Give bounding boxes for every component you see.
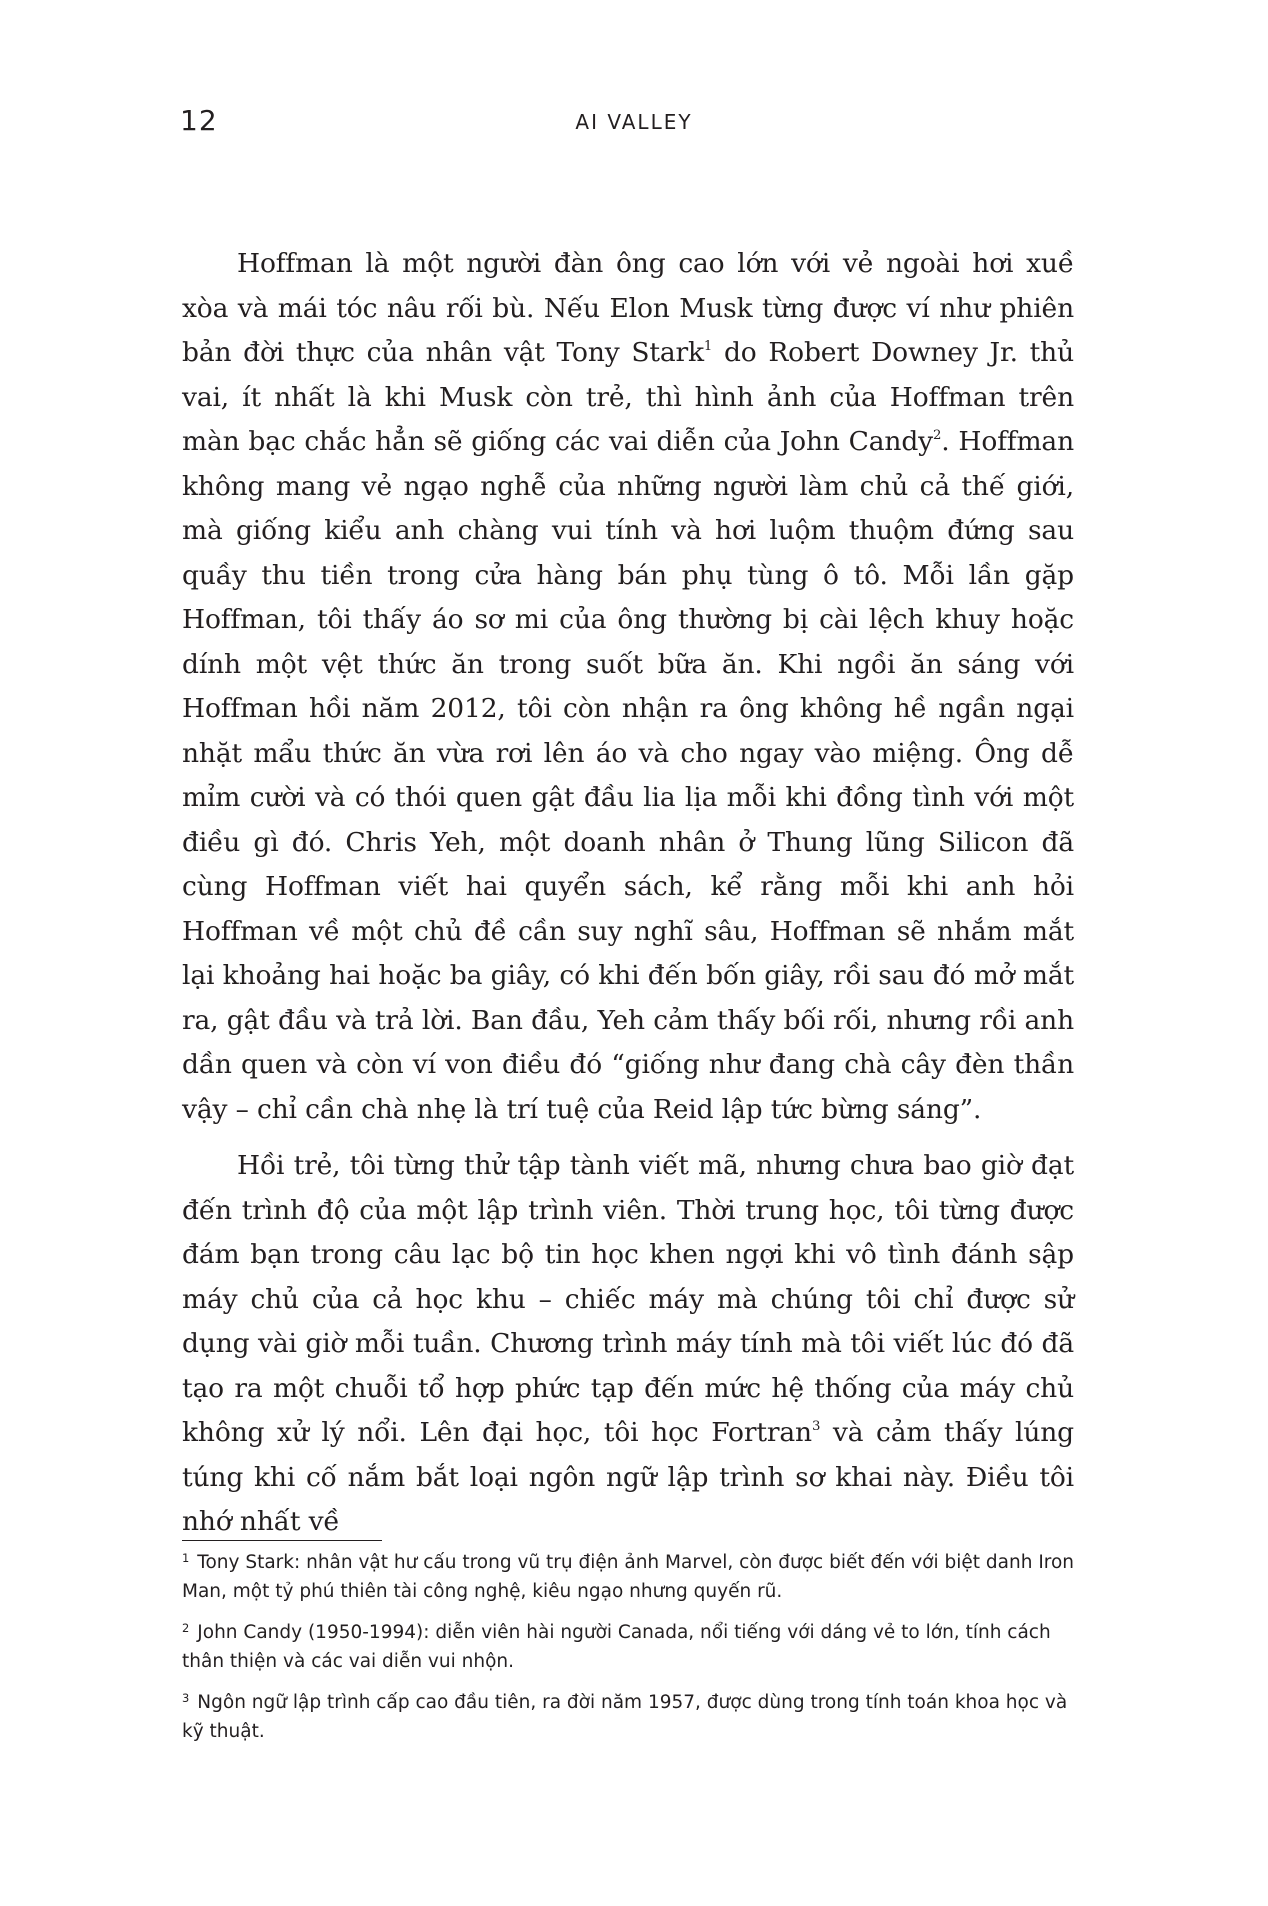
footnote-ref-1: 1 [703, 338, 713, 354]
paragraph-1 [182, 242, 1074, 1132]
body-text [182, 242, 1074, 1545]
footnote-text: Ngôn ngữ lập trình cấp cao đầu tiên, ra đời năm 1957, được dùng trong tính toán khoa học và kỹ thuật. [182, 1692, 1068, 1742]
footnote-ref-3: 3 [811, 1418, 821, 1434]
footnote-3 [182, 1688, 1082, 1746]
footnote-divider [182, 1540, 382, 1541]
footnote-text: Tony Stark: nhân vật hư cấu trong vũ trụ điện ảnh Marvel, còn được biết đến với biệt danh Iron Man, một tỷ phú thiên tài công nghệ, kiêu ngạo nhưng quyến rũ. [182, 1552, 1075, 1602]
footnote-1 [182, 1548, 1082, 1606]
paragraph-2-text-a: Hồi trẻ, tôi từng thử tập tành viết mã, nhưng chưa bao giờ đạt đến trình độ của một lập trình viên. Thời trung học, tôi từng được đám bạn trong câu lạc bộ tin học khen ngợi khi vô tình đánh sập máy chủ của cả học khu – chiếc máy mà chúng tôi chỉ được sử dụng vài giờ mỗi tuần. Chương trình máy tính mà tôi viết lúc đó đã tạo ra một chuỗi tổ hợp phức tạp đến mức hệ thống của máy chủ không xử lý nổi. Lên đại học, tôi học Fortran [182, 1150, 1074, 1448]
paragraph-1-text-c: . Hoffman không mang vẻ ngạo nghễ của những người làm chủ cả thế giới, mà giống kiểu anh chàng vui tính và hơi luộm thuộm đứng sau quầy thu tiền trong cửa hàng bán phụ tùng ô tô. Mỗi lần gặp Hoffman, tôi thấy áo sơ mi của ông thường bị cài lệch khuy hoặc dính một vệt thức ăn trong suốt bữa ăn. Khi ngồi ăn sáng với Hoffman hồi năm 2012, tôi còn nhận ra ông không hề ngần ngại nhặt mẩu thức ăn vừa rơi lên áo và cho ngay vào miệng. Ông dễ mỉm cười và có thói quen gật đầu lia lịa mỗi khi đồng tình với một điều gì đó. Chris Yeh, một doanh nhân ở Thung lũng Silicon đã cùng Hoffman viết hai quyển sách, kể rằng mỗi khi anh hỏi Hoffman về một chủ đề cần suy nghĩ sâu, Hoffman sẽ nhắm mắt lại khoảng hai hoặc ba giây, có khi đến bốn giây, rồi sau đó mở mắt ra, gật đầu và trả lời. Ban đầu, Yeh cảm thấy bối rối, nhưng rồi anh dần quen và còn ví von điều đó “giống như đang chà cây đèn thần vậy – chỉ cần chà nhẹ là trí tuệ của Reid lập tức bừng sáng”. [182, 426, 1074, 1125]
page-number: 12 [180, 104, 218, 137]
footnote-2 [182, 1618, 1082, 1676]
footnote-mark: 3 [182, 1690, 190, 1705]
paragraph-2-text-b: và cảm thấy lúng túng khi cố nắm bắt loại ngôn ngữ lập trình sơ khai này. Điều tôi nhớ nhất về [182, 1417, 1074, 1537]
paragraph-1-text-a: Hoffman là một người đàn ông cao lớn với vẻ ngoài hơi xuề xòa và mái tóc nâu rối bù. Nếu Elon Musk từng được ví như phiên bản đời thực của nhân vật Tony Stark [182, 248, 1074, 368]
footnote-mark: 2 [182, 1620, 190, 1635]
paragraph-1-text-b: do Robert Downey Jr. thủ vai, ít nhất là khi Musk còn trẻ, thì hình ảnh của Hoffman trên màn bạc chắc hẳn sẽ giống các vai diễn của John Candy [182, 337, 1074, 457]
footnote-text: John Candy (1950-1994): diễn viên hài người Canada, nổi tiếng với dáng vẻ to lớn, tính cách thân thiện và các vai diễn vui nhộn. [182, 1622, 1051, 1672]
paragraph-2 [182, 1144, 1074, 1545]
footnote-ref-2: 2 [932, 427, 942, 443]
running-head: AI VALLEY [575, 110, 693, 134]
footnotes [182, 1548, 1082, 1758]
footnote-mark: 1 [182, 1550, 190, 1565]
